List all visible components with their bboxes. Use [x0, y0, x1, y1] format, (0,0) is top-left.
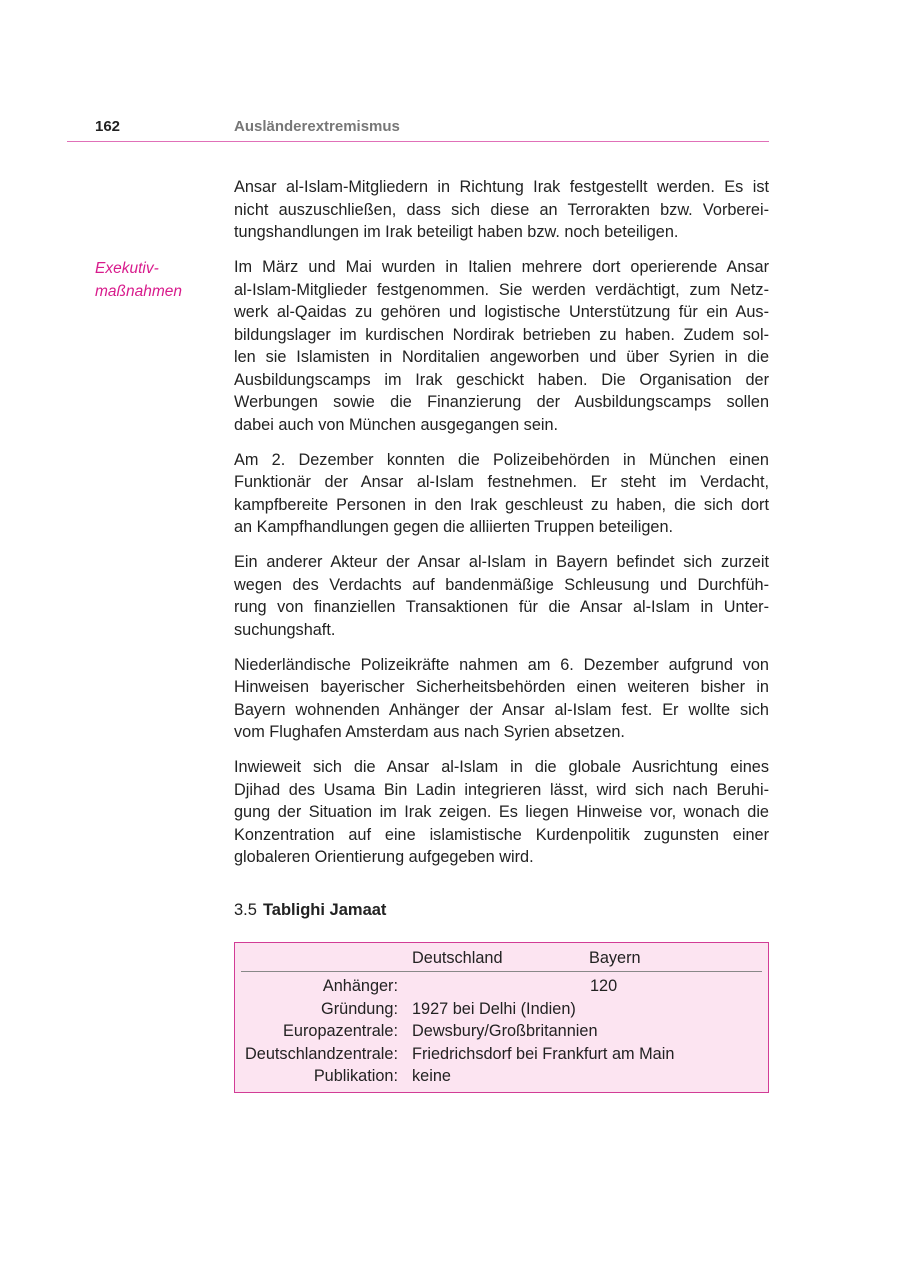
text-line: wegen des Verdachts auf bandenmäßige Schleusung und Durchfüh-: [234, 575, 769, 594]
text-line: Am 2. Dezember konnten die Polizeibehörden in München einen: [234, 450, 769, 469]
text-line: Ausbildungscamps im Irak geschickt haben. Die Organisation der: [234, 370, 769, 389]
paragraph: [234, 176, 769, 244]
text-line: Inwieweit sich die Ansar al-Islam in die globale Ausrichtung eines: [234, 758, 769, 776]
info-value: keine: [412, 1067, 451, 1085]
text-line: dabei auch von München ausgegangen sein.: [234, 415, 559, 434]
info-box: [234, 942, 769, 1093]
text-line: suchungshaft.: [234, 620, 336, 639]
info-row: [235, 1045, 768, 1067]
info-row: [235, 1022, 768, 1044]
body-text: [234, 176, 769, 881]
text-line: globaleren Orientierung aufgegeben wird.: [234, 848, 534, 866]
text-line: werk al-Qaidas zu gehören und logistische Unterstützung für ein Aus-: [234, 303, 769, 321]
info-row: [235, 1067, 768, 1089]
text-line: an Kampfhandlungen gegen die alliierten Truppen beteiligen.: [234, 518, 674, 536]
info-box-rule: [241, 971, 762, 972]
margin-note-line: Exekutiv-: [95, 260, 159, 277]
text-line: Niederländische Polizeikräfte nahmen am 6. Dezember aufgrund von: [234, 655, 769, 674]
text-line: bildungslager im kurdischen Nordirak betrieben zu haben. Zudem sol-: [234, 325, 769, 344]
info-label: Gründung:: [321, 999, 398, 1018]
margin-note-line: maßnahmen: [95, 283, 183, 300]
info-value: Friedrichsdorf bei Frankfurt am Main: [412, 1044, 675, 1063]
text-line: rung von finanziellen Transaktionen für die Ansar al-Islam in Unter-: [234, 598, 769, 616]
margin-note: [95, 257, 182, 303]
info-label: Publikation:: [313, 1067, 398, 1085]
section-heading: [234, 901, 386, 920]
text-line: Hinweisen bayerischer Sicherheitsbehörden einen weiteren bisher in: [234, 678, 769, 696]
section-title: Tablighi Jamaat: [262, 901, 387, 919]
info-row: [235, 1000, 768, 1022]
text-line: Werbungen sowie die Finanzierung der Ausbildungscamps sollen: [234, 393, 769, 411]
text-line: kampfbereite Personen in den Irak geschleust zu haben, die sich dort: [234, 495, 769, 514]
paragraph: [234, 756, 769, 869]
column-header-deutschland: Deutschland: [412, 949, 503, 967]
text-line: Bayern wohnenden Anhänger der Ansar al-Islam fest. Er wollte sich: [234, 700, 769, 719]
page-number: 162: [95, 118, 121, 135]
info-value-bayern: 120: [590, 977, 618, 995]
info-label: Deutschlandzentrale:: [245, 1044, 398, 1063]
paragraph: [234, 654, 769, 744]
text-line: vom Flughafen Amsterdam aus nach Syrien absetzen.: [234, 723, 625, 741]
section-number: 3.5: [234, 901, 257, 919]
text-line: Im März und Mai wurden in Italien mehrere dort operierende Ansar: [234, 258, 769, 276]
text-line: tungshandlungen im Irak beteiligt haben bzw. noch beteiligen.: [234, 223, 679, 241]
info-label: Europazentrale:: [283, 1022, 398, 1040]
paragraph: [234, 256, 769, 436]
text-line: Funktionär der Ansar al-Islam festnehmen. Er steht im Verdacht,: [234, 473, 769, 491]
info-value: Dewsbury/Großbritannien: [412, 1022, 598, 1040]
column-header-bayern: Bayern: [589, 949, 641, 967]
info-row: [235, 977, 768, 999]
header-rule: [67, 141, 769, 142]
text-line: Ein anderer Akteur der Ansar al-Islam in Bayern befindet sich zurzeit: [234, 553, 769, 571]
running-header-title: Ausländerextremismus: [234, 118, 400, 135]
text-line: nicht auszuschließen, dass sich diese an Terrorakten bzw. Vorberei-: [234, 200, 769, 219]
info-label: Anhänger:: [322, 977, 398, 995]
info-value: 1927 bei Delhi (Indien): [412, 999, 576, 1018]
text-line: Konzentration auf eine islamistische Kurdenpolitik zugunsten einer: [234, 825, 769, 844]
text-line: Djihad des Usama Bin Ladin integrieren lässt, wird sich nach Beruhi-: [234, 780, 769, 799]
text-line: al-Islam-Mitglieder festgenommen. Sie werden verdächtigt, zum Netz-: [234, 280, 769, 299]
text-line: len sie Islamisten in Norditalien angeworben und über Syrien in die: [234, 348, 769, 366]
text-line: Ansar al-Islam-Mitgliedern in Richtung Irak festgestellt werden. Es ist: [234, 178, 769, 196]
paragraph: [234, 551, 769, 641]
text-line: gung der Situation im Irak zeigen. Es liegen Hinweise vor, wonach die: [234, 803, 769, 821]
paragraph: [234, 449, 769, 539]
